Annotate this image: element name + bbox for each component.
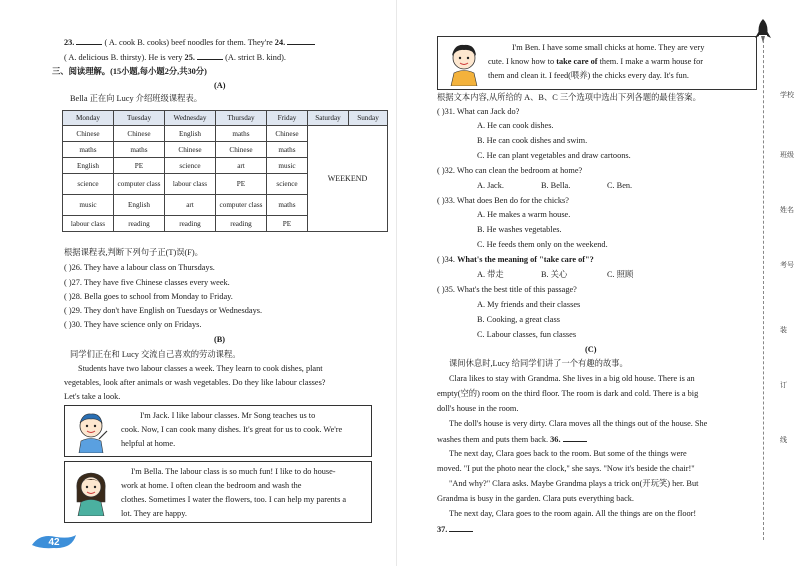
passage-c-line-36 xyxy=(437,433,587,445)
jack-line: I'm Jack. I like labour classes. Mr Song teaches us to xyxy=(140,411,316,420)
part-a-intro: Bella 正在向 Lucy 介绍班级课程表。 xyxy=(70,94,203,103)
strip-staple-label: 订 xyxy=(780,381,787,389)
passage-c-text: washes them and puts them back. xyxy=(437,435,549,444)
ben-phrase-bold: take care of xyxy=(556,57,598,66)
tf-statement: Bella goes to school from Monday to Friday. xyxy=(84,292,233,301)
table-cell: computer class xyxy=(216,195,267,216)
tf-statement: They don't have English on Tuesdays or Wednesdays. xyxy=(83,306,263,315)
q23-blank[interactable] xyxy=(76,36,102,45)
page-number: 42 xyxy=(48,537,60,548)
jack-line: helpful at home. xyxy=(121,439,176,448)
table-cell: science xyxy=(165,158,216,174)
table-cell: English xyxy=(165,126,216,142)
mc-answer-slot[interactable]: ( )32. xyxy=(437,166,455,175)
page-number-badge xyxy=(30,531,78,551)
header-thursday: Thursday xyxy=(216,111,267,126)
question-24-line xyxy=(64,51,286,63)
tf-statement: They have five Chinese classes every week. xyxy=(83,278,230,287)
tf-item-28 xyxy=(64,291,233,302)
q24-number: 24. xyxy=(274,38,286,47)
passage-c-line: Grandma is busy in the garden. Clara puts everything back. xyxy=(437,494,634,503)
table-cell: art xyxy=(216,158,267,174)
header-friday: Friday xyxy=(267,111,308,126)
boy-jack-icon xyxy=(69,409,113,453)
girl-bella-icon xyxy=(69,468,113,516)
q23-option-b: B. cooks) xyxy=(137,38,170,47)
q24-blank[interactable] xyxy=(287,36,315,45)
table-row xyxy=(63,126,388,142)
mc-answer-slot[interactable]: ( )33. xyxy=(437,196,455,205)
table-cell: art xyxy=(165,195,216,216)
ben-line: I'm Ben. I have some small chicks at home. They are very xyxy=(512,43,705,52)
mc-option: B. He washes vegetables. xyxy=(477,225,562,234)
table-cell: English xyxy=(63,158,114,174)
question-23-line xyxy=(64,36,315,48)
mc-question-text: What's the best title of this passage? xyxy=(456,285,577,294)
mc-option: C. He feeds them only on the weekend. xyxy=(477,240,608,249)
q23-number: 23. xyxy=(64,38,75,47)
mc-question-text: What can Jack do? xyxy=(456,107,520,116)
mc-option: B. Cooking, a great class xyxy=(477,315,560,324)
bella-line: I'm Bella. The labour class is so much fun! I like to do house- xyxy=(131,467,336,476)
table-cell: labour class xyxy=(63,216,114,232)
table-cell: music xyxy=(63,195,114,216)
passage-c-line: The doll's house is very dirty. Clara moves all the things out of the house. She xyxy=(449,419,708,428)
weekend-cell: WEEKEND xyxy=(308,126,388,232)
mc-option: C. He can plant vegetables and draw cartoons. xyxy=(477,151,631,160)
mc-option: B. Bella. xyxy=(541,181,571,190)
passage-c-line: Clara likes to stay with Grandma. She lives in a big old house. There is an xyxy=(449,374,695,383)
passage-c-line: "And why?" Clara asks. Maybe Grandma plays a trick on(开玩笑) her. But xyxy=(449,479,699,488)
strip-id-label: 考号 xyxy=(780,261,794,269)
jack-line: cook. Now, I can cook many dishes. It's great for us to cook. We're xyxy=(121,425,343,434)
tf-answer-slot[interactable]: ( )29. xyxy=(64,306,82,315)
part-a-instruction: 根据课程表,判断下列句子正(T)误(F)。 xyxy=(64,248,203,257)
part-b-instruction: 根据文本内容,从所给的 A、B、C 三个选项中选出下列各题的最佳答案。 xyxy=(437,93,701,102)
mc-question-text: What does Ben do for the chicks? xyxy=(456,196,569,205)
mc-question-32 xyxy=(437,165,582,176)
table-cell: PE xyxy=(267,216,308,232)
part-b-intro: 同学们正在和 Lucy 交流自己喜欢的劳动课程。 xyxy=(70,350,241,359)
q37-number: 37. xyxy=(437,525,448,534)
reading-section-heading: 三、阅读理解。(15小题,每小题2分,共30分) xyxy=(52,67,207,76)
q25-option-b: B. kind). xyxy=(256,53,286,62)
passage-b-line: Students have two labour classes a week. They learn to cook dishes, plant xyxy=(78,364,323,373)
table-cell: Chinese xyxy=(114,126,165,142)
mc-option: B. 关心 xyxy=(541,270,568,279)
tf-answer-slot[interactable]: ( )30. xyxy=(64,320,82,329)
ben-text: them. I make a warm house for xyxy=(599,57,704,66)
passage-c-line: The next day, Clara goes back to the room. But some of the things were xyxy=(449,449,687,458)
ben-line-2 xyxy=(488,56,703,67)
binding-strip xyxy=(748,0,800,566)
tf-statement: They have science only on Fridays. xyxy=(83,320,202,329)
tf-answer-slot[interactable]: ( )26. xyxy=(64,263,82,272)
mc-option: A. My friends and their classes xyxy=(477,300,581,309)
q37-blank[interactable] xyxy=(449,523,473,532)
table-cell: labour class xyxy=(165,174,216,195)
passage-b-line: vegetables, look after animals or wash vegetables. Do they like labour classes? xyxy=(64,378,326,387)
mc-option: A. He can cook dishes. xyxy=(477,121,554,130)
tf-answer-slot[interactable]: ( )28. xyxy=(64,292,82,301)
part-c-intro: 课间休息时,Lucy 给同学们讲了一个有趣的故事。 xyxy=(449,359,628,368)
table-cell: Chinese xyxy=(267,126,308,142)
tf-item-30 xyxy=(64,319,201,330)
tf-item-26 xyxy=(64,262,215,273)
tf-item-29 xyxy=(64,305,262,316)
bella-line: lot. They are happy. xyxy=(121,509,187,518)
q36-blank[interactable] xyxy=(563,433,587,442)
header-saturday: Saturday xyxy=(308,111,349,126)
table-cell: maths xyxy=(216,126,267,142)
table-cell: maths xyxy=(267,142,308,158)
q36-number: 36. xyxy=(550,435,561,444)
mc-option: A. 带走 xyxy=(477,270,504,279)
q23-option-a: ( A. cook xyxy=(104,38,136,47)
strip-school-label: 学校 xyxy=(780,91,794,99)
mc-option: A. Jack. xyxy=(477,181,504,190)
header-monday: Monday xyxy=(63,111,114,126)
class-timetable xyxy=(62,110,388,232)
mc-option: C. 照顾 xyxy=(607,270,634,279)
q25-blank[interactable] xyxy=(197,51,223,60)
mc-answer-slot[interactable]: ( )35. xyxy=(437,285,455,294)
mc-option: B. He can cook dishes and swim. xyxy=(477,136,588,145)
mc-option: C. Labour classes, fun classes xyxy=(477,330,577,339)
q25-number: 25. xyxy=(184,53,195,62)
tf-item-27 xyxy=(64,277,230,288)
table-cell: reading xyxy=(114,216,165,232)
passage-b-line: Let's take a look. xyxy=(64,392,121,401)
bella-line: clothes. Sometimes I water the flowers, too. I can help my parents a xyxy=(121,495,347,504)
mc-question-33 xyxy=(437,195,569,206)
page-divider xyxy=(396,0,397,566)
passage-c-line: The next day, Clara goes to the room again. All the things are on the floor! xyxy=(449,509,697,518)
strip-bind-label: 装 xyxy=(780,326,787,334)
q25-option-a: (A. strict xyxy=(225,53,255,62)
table-cell: Chinese xyxy=(165,142,216,158)
timetable-header-row xyxy=(63,111,388,126)
mc-option: C. Ben. xyxy=(607,181,633,190)
table-cell: music xyxy=(267,158,308,174)
bella-speech-box xyxy=(64,461,372,523)
passage-c-line: doll's house in the room. xyxy=(437,404,519,413)
table-cell: reading xyxy=(165,216,216,232)
table-cell: PE xyxy=(216,174,267,195)
ben-line: them and clean it. I feed(喂养) the chicks every day. It's fun. xyxy=(488,71,689,80)
tf-answer-slot[interactable]: ( )27. xyxy=(64,278,82,287)
table-cell: Chinese xyxy=(216,142,267,158)
mc-question-text: Who can clean the bedroom at home? xyxy=(456,166,583,175)
q37-line xyxy=(437,523,473,535)
table-cell: science xyxy=(63,174,114,195)
mc-question-34 xyxy=(437,254,594,265)
strip-line-label: 线 xyxy=(780,436,787,444)
table-cell: science xyxy=(267,174,308,195)
table-cell: reading xyxy=(216,216,267,232)
part-c-heading: (C) xyxy=(585,345,597,354)
table-cell: maths xyxy=(267,195,308,216)
mc-answer-slot[interactable]: ( )34. xyxy=(437,255,455,264)
jack-speech-box xyxy=(64,405,372,457)
bella-line: work at home. I often clean the bedroom and wash the xyxy=(121,481,302,490)
mc-question-35 xyxy=(437,284,577,295)
ben-speech-box xyxy=(437,36,757,90)
q23-text: beef noodles for them. They're xyxy=(171,38,273,47)
header-tuesday: Tuesday xyxy=(114,111,165,126)
passage-c-line: moved. "I put the photo near the clock," she says. "Now it's beside the chair!" xyxy=(437,464,695,473)
table-cell: Chinese xyxy=(63,126,114,142)
mc-question-31 xyxy=(437,106,519,117)
boy-ben-icon xyxy=(442,40,486,86)
table-cell: PE xyxy=(114,158,165,174)
table-cell: maths xyxy=(114,142,165,158)
table-cell: English xyxy=(114,195,165,216)
passage-c-line: empty(空的) room on the third floor. The room is dark and cold. There is a big xyxy=(437,389,699,398)
tf-statement: They have a labour class on Thursdays. xyxy=(83,263,215,272)
part-b-heading: (B) xyxy=(214,335,226,344)
header-sunday: Sunday xyxy=(349,111,388,126)
table-cell: computer class xyxy=(114,174,165,195)
header-wednesday: Wednesday xyxy=(165,111,216,126)
mc-option: A. He makes a warm house. xyxy=(477,210,571,219)
cut-line xyxy=(763,40,764,540)
part-a-heading: (A) xyxy=(214,81,226,90)
q24-option-a: ( A. delicious xyxy=(64,53,109,62)
mc-answer-slot[interactable]: ( )31. xyxy=(437,107,455,116)
table-cell: maths xyxy=(63,142,114,158)
mc-question-text: What's the meaning of "take care of"? xyxy=(457,255,594,264)
strip-name-label: 姓名 xyxy=(780,206,794,214)
ben-text: cute. I know how to xyxy=(488,57,555,66)
q24-option-b: B. thirsty). He is very xyxy=(110,53,183,62)
strip-class-label: 班级 xyxy=(780,151,794,159)
